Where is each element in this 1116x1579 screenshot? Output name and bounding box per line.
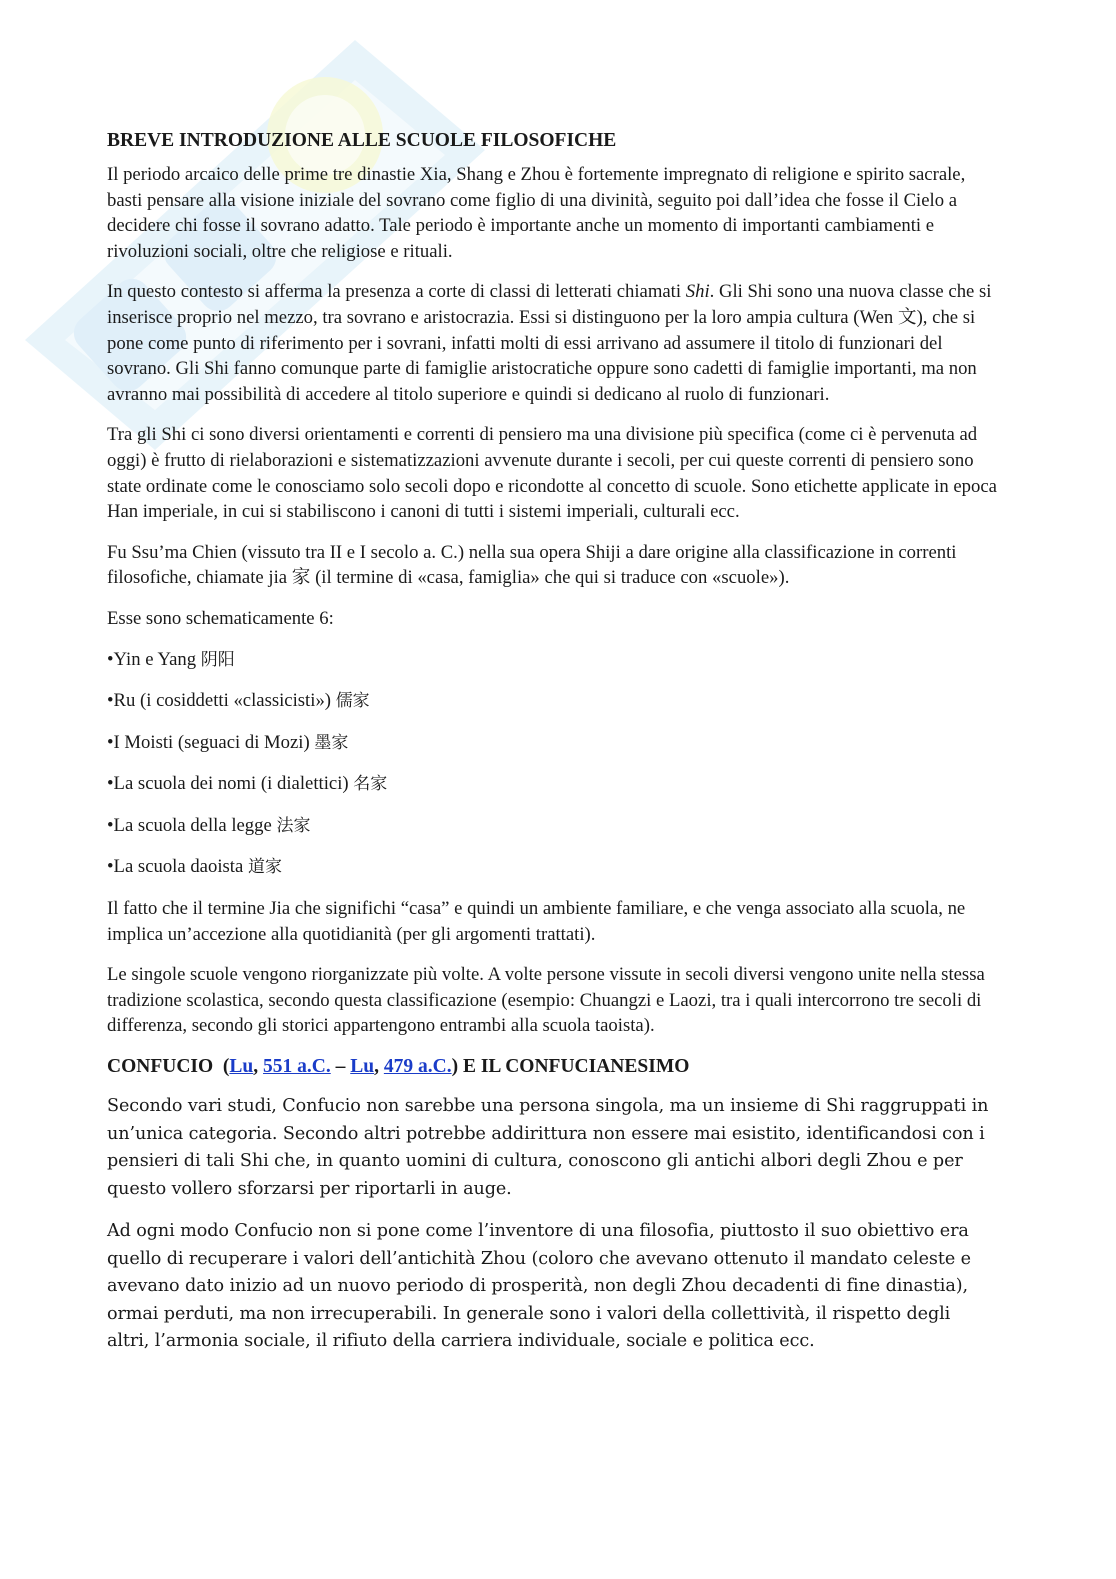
school-chars: 法家 — [276, 815, 311, 836]
list-item — [107, 730, 997, 757]
paragraph-orientamenti: Tra gli Shi ci sono diversi orientamenti e correnti di pensiero ma una divisione più specifica (come ci è pervenuta ad oggi) è frutto di rielaborazioni e sistematizzazioni avvenute durante i secoli, per cui queste correnti di pensiero sono state ordinate come le conosciamo solo secoli dopo e ricondotte al concetto di scuole. Sono etichette applicate in epoca Han imperiale, in cui si stabiliscono i canoni di tutti i sistemi imperiali, culturali ecc. — [107, 424, 997, 523]
paragraph-intro: Il periodo arcaico delle prime tre dinastie Xia, Shang e Zhou è fortemente impregnato di religione e spirito sacrale, basti pensare alla visione iniziale del sovrano come figlio di una divinità, seguito poi dall’idea che fosse il Cielo a decidere chi fosse il sovrano adatto. Tale periodo è importante anche un momento di importanti cambiamenti e rivoluzioni sociali, oltre che religiose e rituali. — [107, 164, 966, 262]
paragraph-ssuma-chien: Fu Ssu’ma Chien (vissuto tra II e I secolo a. C.) nella sua opera Shiji a dare origine alla classificazione in correnti filosofiche, chiamate jia 家 (il termine di «casa, famiglia» che qui si traduce con «scuole»). — [107, 541, 957, 589]
confucio-dash: – — [335, 1056, 346, 1078]
school-chars: 墨家 — [314, 732, 349, 753]
main-heading: BREVE INTRODUZIONE ALLE SCUOLE FILOSOFICHE — [107, 130, 617, 151]
school-chars: 名家 — [353, 774, 388, 795]
school-label: •I Moisti (seguaci di Mozi) — [107, 731, 315, 753]
paragraph-scuole: Le singole scuole vengono riorganizzate più volte. A volte persone vissute in secoli diversi vengono unite nella stessa tradizione scolastica, secondo questa classificazione (esempio: Chuangzi e Laozi, tra i quali intercorrono tre secoli di differenza, secondo gli storici appartengono entrambi alla scuola taoista). — [107, 964, 985, 1037]
list-item — [107, 688, 997, 715]
paragraph-shi-text-2: . Gli Shi sono una nuova classe che si inserisce proprio nel mezzo, tra sovrano e aristocrazia. Essi si distinguono per la loro ampia cultura (Wen 文), che si pone come punto di riferimento per i sovrani, infatti molti di essi arrivano ad assumere il titolo di funzionari del sovrano. Gli Shi fanno comunque parte di famiglie aristocratiche oppure sono cadetti di famiglie importanti, ma non avranno mai possibilità di accedere al titolo superiore e quindi si dedicano al ruolo di funzionari. — [107, 281, 992, 405]
paragraph-schemi: Esse sono schematicamente 6: — [107, 607, 334, 629]
school-chars: 阴阳 — [200, 649, 235, 670]
paragraph-shi-text-1: In questo contesto si afferma la presenza a corte di classi di letterati chiamati — [107, 281, 686, 303]
paragraph-confucio-studi: Secondo vari studi, Confucio non sarebbe una persona singola, ma un insieme di Shi raggruppati in un’unica categoria. Secondo altri potrebbe addirittura non essere mai esistito, identificandosi con i pensieri di tali Shi che, in quanto uomini di cultura, conoscono gli antichi albori degli Zhou e per questo vollero sforzarsi per riportarli in auge. — [107, 1096, 989, 1199]
list-item — [107, 771, 997, 798]
list-item — [107, 813, 997, 840]
list-item — [107, 647, 997, 674]
school-chars: 道家 — [247, 857, 282, 878]
confucio-title: CONFUCIO — [107, 1056, 214, 1078]
list-item — [107, 854, 997, 881]
paragraph-shi — [107, 279, 997, 407]
paragraph-jia: Il fatto che il termine Jia che significhi “casa” e quindi un ambiente familiare, e che venga associato alla scuola, ne implica un’accezione alla quotidianità (per gli argomenti trattati). — [107, 898, 966, 945]
confucio-close: ) E IL CONFUCIANESIMO — [451, 1056, 690, 1078]
paragraph-shi-italic: Shi — [685, 281, 710, 303]
confucio-open-paren: ( — [222, 1056, 230, 1078]
link-479-bc[interactable]: 479 a.C. — [383, 1056, 452, 1078]
school-label: •La scuola daoista — [107, 856, 248, 878]
school-chars: 儒家 — [335, 691, 370, 712]
school-label: •La scuola della legge — [107, 814, 277, 836]
link-lu-death[interactable]: Lu — [350, 1056, 375, 1078]
school-label: •Yin e Yang — [107, 648, 201, 670]
link-551-bc[interactable]: 551 a.C. — [263, 1056, 331, 1078]
link-lu-birth[interactable]: Lu — [229, 1056, 254, 1078]
confucio-heading: CONFUCIO (Lu, 551 a.C. – Lu, 479 a.C.) E IL CONFUCIANESIMO — [107, 1056, 690, 1078]
school-label: •La scuola dei nomi (i dialettici) — [107, 773, 354, 795]
paragraph-confucio-valori: Ad ogni modo Confucio non si pone come l’inventore di una filosofia, piuttosto il suo obiettivo era quello di recuperare i valori dell’antichità Zhou (coloro che avevano ottenuto il mandato celeste e avevano dato inizio ad un nuovo periodo di prosperità, non degli Zhou decadenti di fine dinastia), ormai perduti, ma non irrecuperabili. In generale sono i valori della collettività, il rispetto degli altri, l’armonia sociale, il rifiuto della carriera individuale, sociale e politica ecc. — [107, 1221, 971, 1352]
school-label: •Ru (i cosiddetti «classicisti») — [107, 690, 336, 712]
document-page — [107, 128, 997, 1371]
